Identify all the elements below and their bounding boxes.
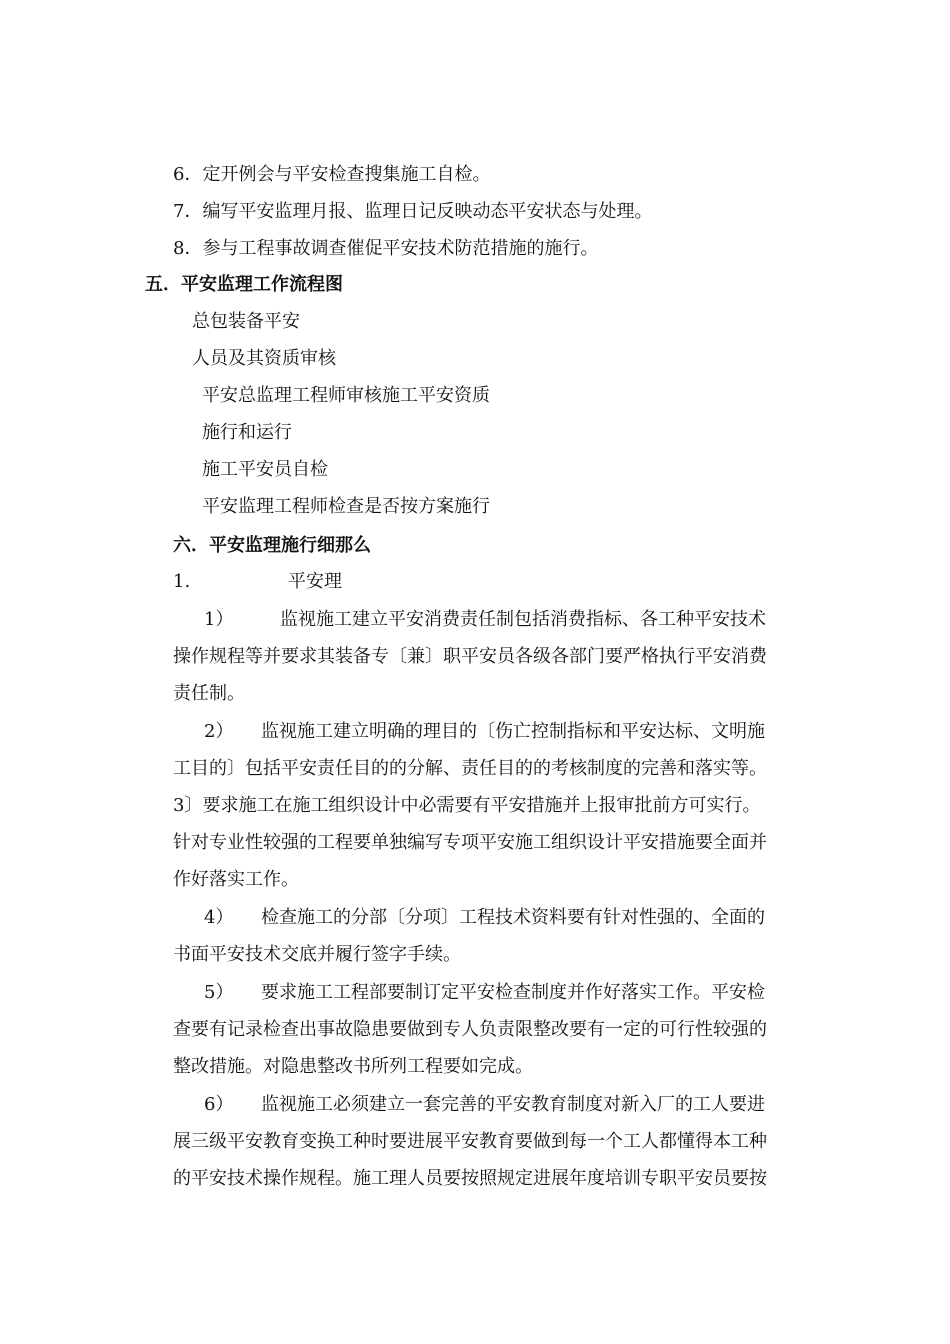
paragraph-5-line-3: 整改措施。对隐患整改书所列工程要如完成。	[173, 1056, 533, 1077]
section-6-heading: 六．平安监理施行细那么	[173, 535, 371, 556]
flow-step-1: 总包装备平安	[192, 311, 300, 332]
subsection-1-title: 平安理	[288, 571, 342, 592]
paragraph-6-line-3: 的平安技术操作规程。施工理人员要按照规定进展年度培训专职平安员要按	[173, 1168, 767, 1189]
paragraph-1-line-2: 操作规程等并要求其装备专〔兼〕职平安员各级各部门要严格执行平安消费	[173, 646, 767, 667]
paragraph-1-number: 1）	[204, 609, 234, 630]
list-item-7: 7．编写平安监理月报、监理日记反映动态平安状态与处理。	[173, 201, 653, 222]
list-item-6: 6．定开例会与平安检查搜集施工自检。	[173, 164, 491, 185]
paragraph-2-line-2: 工目的〕包括平安责任目的的分解、责任目的的考核制度的完善和落实等。	[173, 758, 767, 779]
paragraph-6-line-2: 展三级平安教育变换工种时要进展平安教育要做到每一个工人都懂得本工种	[173, 1131, 767, 1152]
paragraph-4-line-1: 检查施工的分部〔分项〕工程技术资料要有针对性强的、全面的	[261, 907, 765, 928]
flow-step-6: 平安监理工程师检查是否按方案施行	[202, 496, 490, 517]
flow-step-4: 施行和运行	[202, 422, 292, 443]
flow-step-5: 施工平安员自检	[202, 459, 328, 480]
paragraph-6-line-1: 监视施工必须建立一套完善的平安教育制度对新入厂的工人要进	[261, 1094, 765, 1115]
paragraph-1-line-3: 责任制。	[173, 683, 245, 704]
section-5-heading: 五．平安监理工作流程图	[145, 274, 343, 295]
paragraph-5-line-1: 要求施工工程部要制订定平安检查制度并作好落实工作。平安检	[261, 982, 765, 1003]
paragraph-3-line-2: 针对专业性较强的工程要单独编写专项平安施工组织设计平安措施要全面并	[173, 832, 767, 853]
paragraph-5-number: 5）	[204, 982, 234, 1003]
paragraph-4-line-2: 书面平安技术交底并履行签字手续。	[173, 944, 461, 965]
paragraph-3-line-3: 作好落实工作。	[173, 869, 299, 890]
paragraph-3-line-1: 3〕要求施工在施工组织设计中必需要有平安措施并上报审批前方可实行。	[173, 795, 761, 816]
flow-step-3: 平安总监理工程师审核施工平安资质	[202, 385, 490, 406]
paragraph-2-number: 2）	[204, 721, 234, 742]
flow-step-2: 人员及其资质审核	[192, 348, 336, 369]
paragraph-6-number: 6）	[204, 1094, 234, 1115]
paragraph-5-line-2: 查要有记录检查出事故隐患要做到专人负责限整改要有一定的可行性较强的	[173, 1019, 767, 1040]
paragraph-2-line-1: 监视施工建立明确的理目的〔伤亡控制指标和平安达标、文明施	[261, 721, 765, 742]
subsection-1-number: 1.	[173, 571, 191, 592]
paragraph-1-line-1: 监视施工建立平安消费责任制包括消费指标、各工种平安技术	[280, 609, 766, 630]
paragraph-4-number: 4）	[204, 907, 234, 928]
list-item-8: 8．参与工程事故调查催促平安技术防范措施的施行。	[173, 238, 599, 259]
